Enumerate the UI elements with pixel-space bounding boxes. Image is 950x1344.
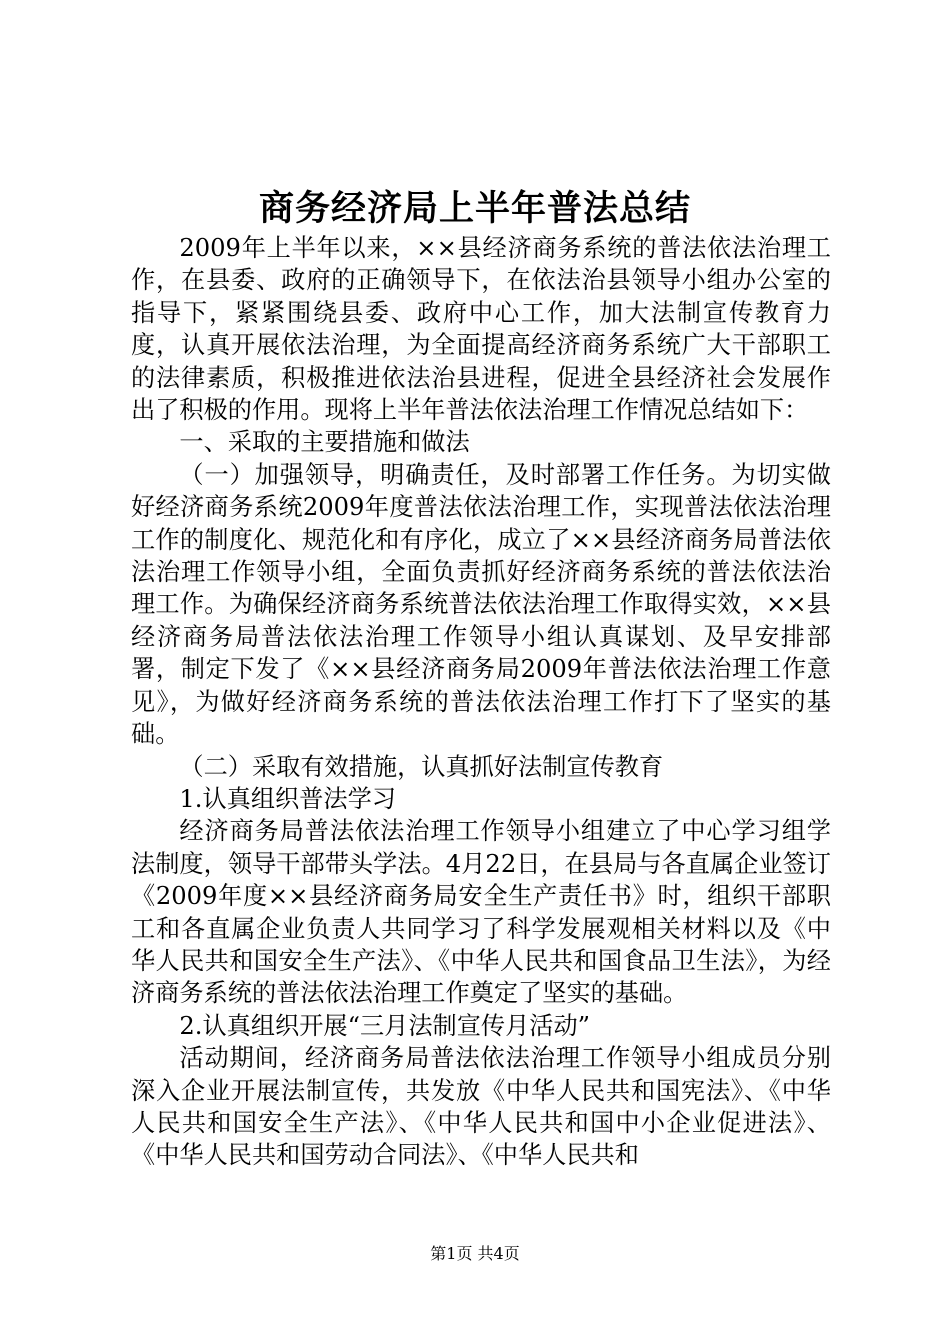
paragraph-item-2: 活动期间，经济商务局普法依法治理工作领导小组成员分别深入企业开展法制宣传，共发放《中华人民共和国宪法》、《中华人民共和国安全生产法》、《中华人民共和国中小企业促进法》、《中华人民共和国劳动合同法》、《中华人民共和 — [131, 1044, 831, 1170]
page-footer: 第1页 共4页 — [430, 1244, 520, 1263]
item-heading-2: 2.认真组织开展“三月法制宣传月活动” — [179, 1011, 591, 1040]
document-body — [131, 232, 831, 1172]
paragraph-subsection-1: （一）加强领导，明确责任，及时部署工作任务。为切实做好经济商务系统2009年度普法依法治理工作，实现普法依法治理工作的制度化、规范化和有序化，成立了××县经济商务局普法依法治理工作领导小组，全面负责抓好经济商务系统的普法依法治理工作。为确保经济商务系统普法依法治理工作取得实效，××县经济商务局普法依法治理工作领导小组认真谋划、及早安排部署，制定下发了《××县经济商务局2009年普法依法治理工作意见》，为做好经济商务系统的普法依法治理工作打下了坚实的基础。 — [131, 460, 831, 749]
item-heading-1: 1.认真组织普法学习 — [179, 784, 396, 813]
subsection-heading-2: （二）采取有效措施，认真抓好法制宣传教育 — [179, 752, 664, 781]
paragraph-item-1: 经济商务局普法依法治理工作领导小组建立了中心学习组学法制度，领导干部带头学法。4月22日，在县局与各直属企业签订《2009年度××县经济商务局安全生产责任书》时，组织干部职工和各直属企业负责人共同学习了科学发展观相关材料以及《中华人民共和国安全生产法》、《中华人民共和国食品卫生法》，为经济商务系统的普法依法治理工作奠定了坚实的基础。 — [131, 817, 831, 1008]
document-title: 商务经济局上半年普法总结 — [258, 188, 691, 229]
section-heading-1: 一、采取的主要措施和做法 — [179, 428, 470, 457]
paragraph-intro: 2009年上半年以来，××县经济商务系统的普法依法治理工作，在县委、政府的正确领导下，在依法治县领导小组办公室的指导下，紧紧围绕县委、政府中心工作，加大法制宣传教育力度，认真开展依法治理，为全面提高经济商务系统广大干部职工的法律素质，积极推进依法治县进程，促进全县经济社会发展作出了积极的作用。现将上半年普法依法治理工作情况总结如下： — [131, 234, 831, 425]
